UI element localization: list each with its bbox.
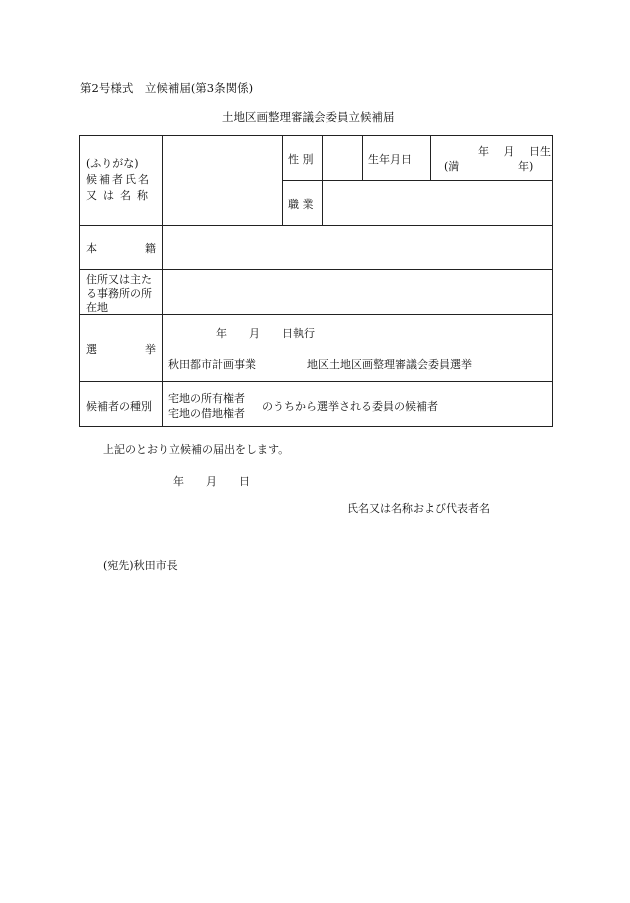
address-field[interactable] [163, 270, 551, 313]
birthdate-label: 生年月日 [368, 153, 412, 166]
address-label-line-2: る事務所の所 [86, 287, 152, 300]
candidate-type-owner: 宅地の所有権者 [168, 392, 245, 405]
election-name: 地区土地区画整理審議会委員選挙 [307, 358, 472, 371]
birthdate-value: 年 月 日生 [478, 145, 551, 158]
form-number: 第2号様式 立候補届(第3条関係) [80, 81, 254, 95]
declaration-text: 上記のとおり立候補の届出をします。 [103, 443, 290, 456]
date-line: 年 月 日 [173, 475, 250, 488]
candidate-name-field[interactable] [163, 136, 281, 224]
gender-field[interactable] [323, 136, 361, 179]
signature-field[interactable] [347, 518, 547, 538]
domicile-field[interactable] [163, 226, 551, 268]
birthdate-field[interactable] [431, 136, 551, 179]
occupation-field[interactable] [323, 181, 551, 224]
domicile-label-1: 本 [86, 242, 97, 255]
candidate-type-suffix: のうちから選挙される委員の候補者 [262, 400, 438, 413]
address-label-line-3: 在地 [86, 301, 108, 314]
form-title: 土地区画整理審議会委員立候補届 [222, 110, 395, 124]
age-open: (満 [444, 160, 460, 173]
election-label-2: 挙 [145, 343, 156, 356]
election-project: 秋田都市計画事業 [168, 358, 256, 371]
gender-label: 性 別 [288, 153, 314, 166]
election-label-1: 選 [86, 343, 97, 356]
candidate-name-label: 候補者氏名 [86, 173, 151, 186]
signature-label: 氏名又は名称および代表者名 [347, 502, 490, 515]
domicile-label-2: 籍 [145, 242, 156, 255]
or-name-label: 又は名称 [86, 189, 154, 202]
address-label-line-1: 住所又は主た [86, 273, 152, 286]
occupation-label: 職 業 [288, 198, 314, 211]
candidate-type-lessee: 宅地の借地権者 [168, 407, 245, 420]
election-date: 年 月 日執行 [216, 327, 315, 340]
furigana-label: (ふりがな) [86, 157, 139, 170]
addressee: (宛先)秋田市長 [103, 559, 178, 572]
age-close: 年) [518, 160, 534, 173]
candidate-type-label: 候補者の種別 [86, 400, 152, 413]
